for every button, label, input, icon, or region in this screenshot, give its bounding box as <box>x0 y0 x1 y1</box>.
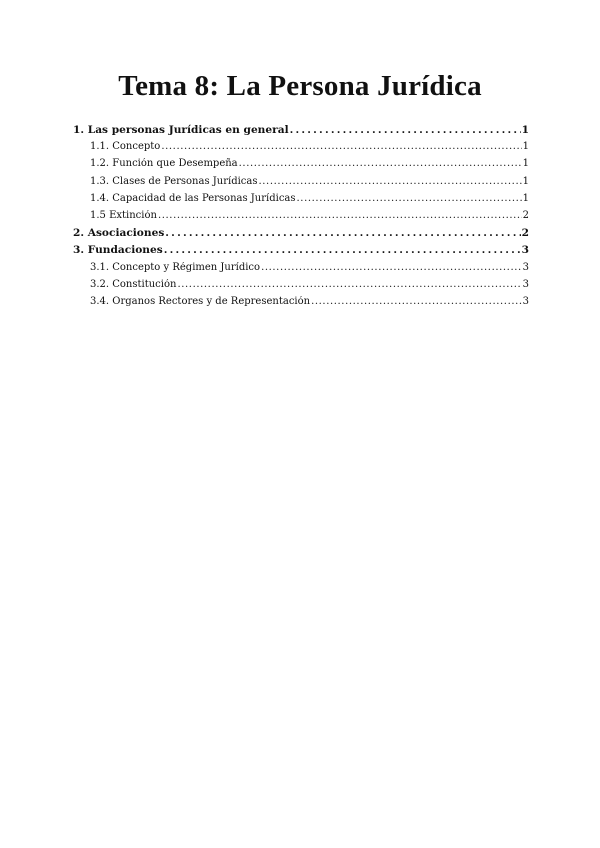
toc-dot-leader <box>164 244 521 256</box>
toc-entry[interactable] <box>73 193 529 210</box>
toc-entry-label: 3.1. Concepto y Régimen Jurídico <box>90 261 261 273</box>
toc-entry-page: 3 <box>522 261 529 273</box>
toc-entry-label: 1.2. Función que Desempeña <box>90 158 238 170</box>
toc-entry-page: 1 <box>522 175 529 187</box>
table-of-contents <box>73 124 529 313</box>
toc-entry-page: 1 <box>521 124 529 136</box>
toc-entry-label: 3.2. Constitución <box>90 278 177 290</box>
toc-dot-leader <box>165 227 520 239</box>
toc-entry-page: 2 <box>521 227 529 240</box>
toc-entry-label: 3. Fundaciones <box>73 244 163 257</box>
toc-dot-leader <box>261 262 522 273</box>
toc-entry-label: 1.3. Clases de Personas Jurídicas <box>90 175 258 187</box>
toc-entry[interactable] <box>73 210 529 227</box>
toc-dot-leader <box>290 124 521 136</box>
toc-entry[interactable] <box>73 227 529 244</box>
toc-entry[interactable] <box>73 141 529 158</box>
toc-dot-leader <box>239 158 522 169</box>
toc-entry[interactable] <box>73 279 529 296</box>
toc-dot-leader <box>158 210 522 221</box>
toc-entry-label: 2. Asociaciones <box>73 227 165 240</box>
toc-entry-label: 1. Las personas Jurídicas en general <box>73 124 289 136</box>
toc-entry-page: 2 <box>522 209 529 221</box>
toc-entry[interactable] <box>73 124 529 141</box>
toc-dot-leader <box>259 176 522 187</box>
toc-entry-page: 3 <box>521 244 529 257</box>
toc-entry-page: 1 <box>522 141 529 153</box>
toc-entry-page: 3 <box>522 295 529 307</box>
toc-entry[interactable] <box>73 244 529 261</box>
document-title: Tema 8: La Persona Jurídica <box>118 70 482 102</box>
toc-entry[interactable] <box>73 262 529 279</box>
toc-entry-page: 3 <box>522 278 529 290</box>
toc-entry-label: 3.4. Órganos Rectores y de Representación <box>90 295 311 307</box>
toc-entry-page: 1 <box>522 158 529 170</box>
toc-dot-leader <box>177 279 521 290</box>
toc-dot-leader <box>311 296 522 307</box>
toc-dot-leader <box>161 141 521 152</box>
toc-entry[interactable] <box>73 296 529 313</box>
toc-entry[interactable] <box>73 176 529 193</box>
toc-entry-label: 1.5 Extinción <box>90 209 157 221</box>
toc-dot-leader <box>297 193 522 204</box>
toc-entry[interactable] <box>73 158 529 175</box>
toc-entry-label: 1.4. Capacidad de las Personas Jurídicas <box>90 192 296 204</box>
toc-entry-label: 1.1. Concepto <box>90 141 161 153</box>
toc-entry-page: 1 <box>522 192 529 204</box>
